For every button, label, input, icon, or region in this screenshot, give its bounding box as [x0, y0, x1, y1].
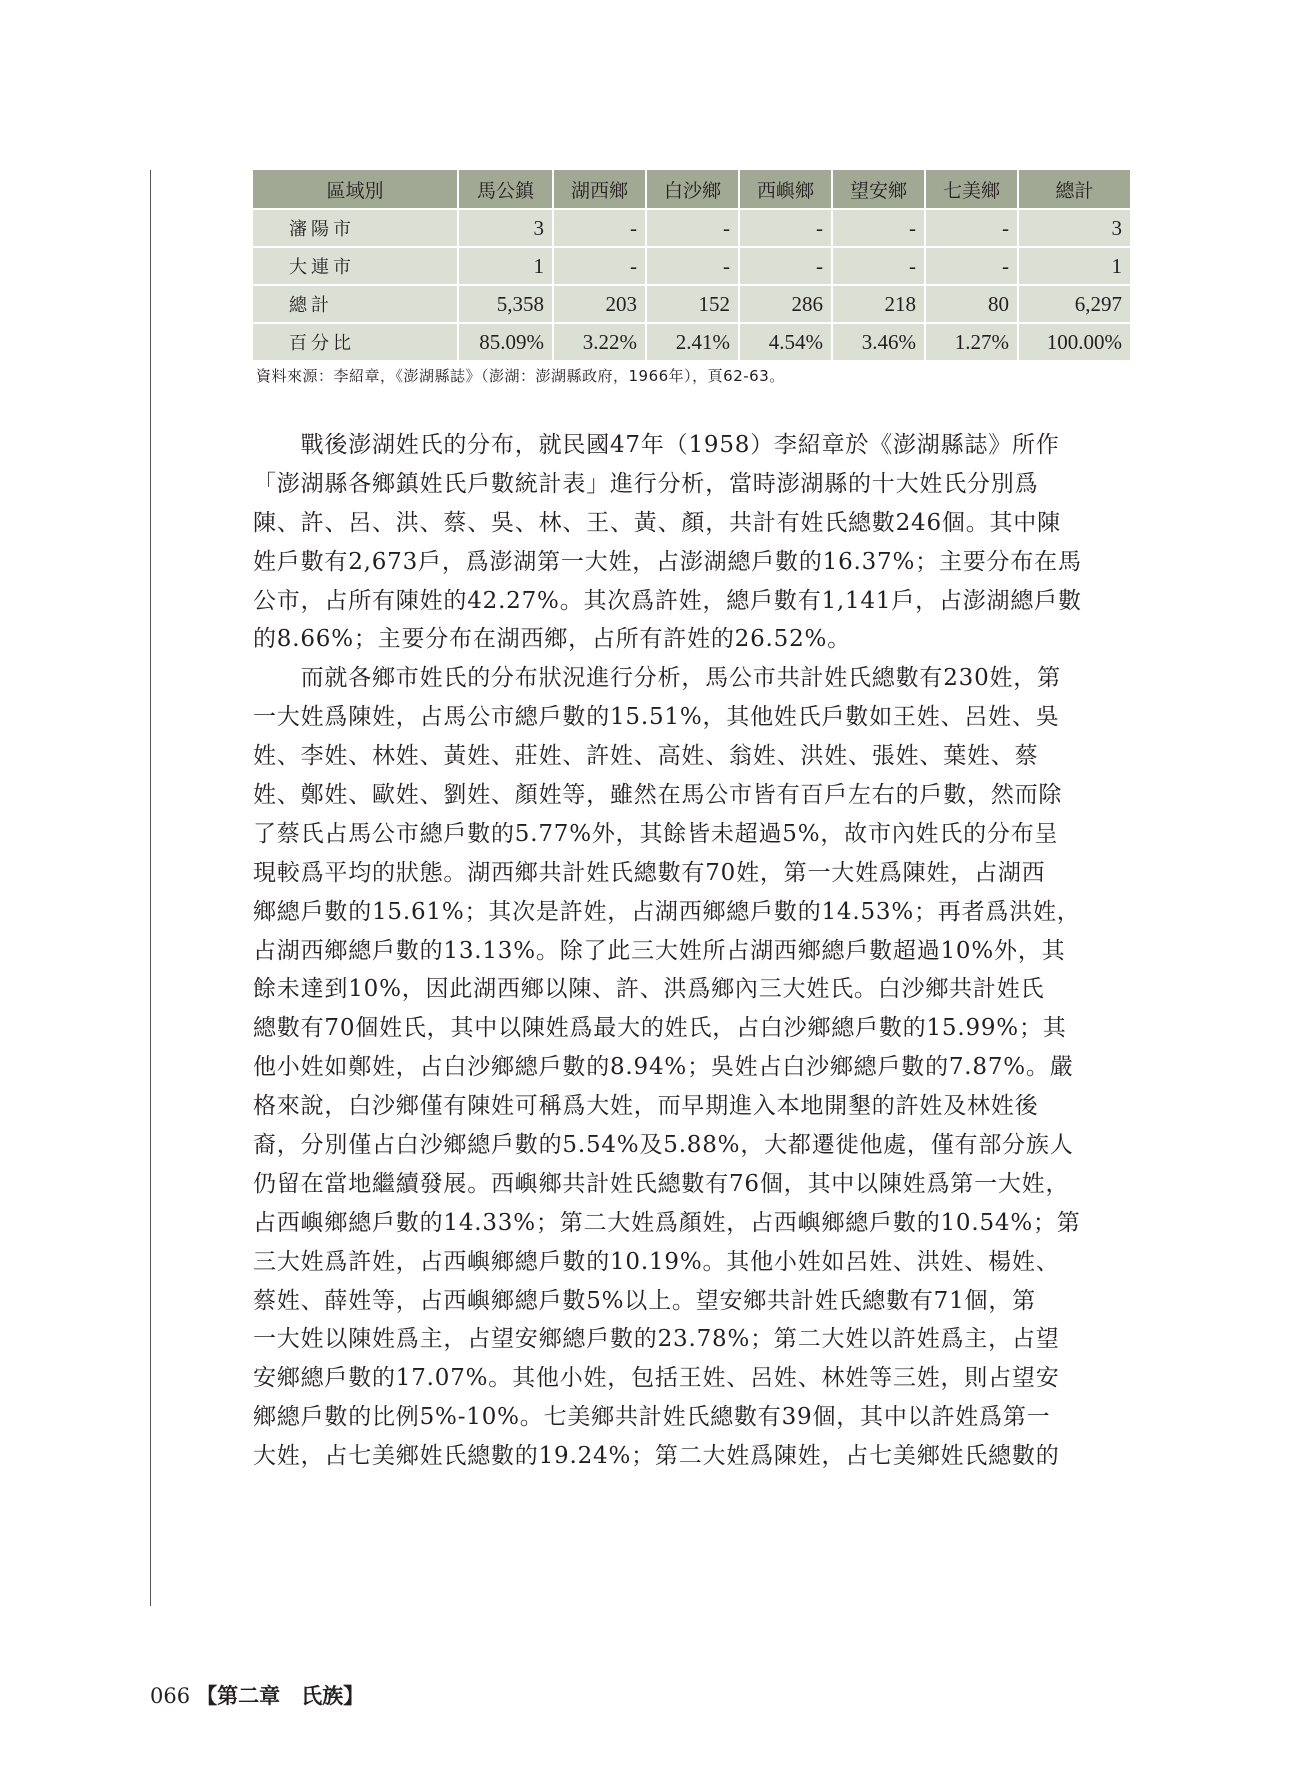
table-cell: 203	[553, 285, 646, 323]
table-cell: -	[832, 247, 925, 285]
text-line: 他小姓如鄭姓，占白沙鄉總戶數的8.94%；吳姓占白沙鄉總戶數的7.87%。嚴	[253, 1054, 1074, 1081]
row-label: 總計	[253, 285, 458, 323]
text-line: 大姓，占七美鄉姓氏總數的19.24%；第二大姓爲陳姓，占七美鄉姓氏總數的	[253, 1443, 1060, 1470]
page-footer	[150, 1680, 364, 1710]
table-header-row	[253, 170, 1130, 209]
column-header: 總計	[1018, 170, 1130, 209]
text-line: 了蔡氏占馬公市總戶數的5.77%外，其餘皆未超過5%，故市內姓氏的分布呈	[253, 820, 1059, 847]
table-cell: 2.41%	[646, 323, 739, 360]
column-header: 西嶼鄉	[739, 170, 832, 209]
table-cell: 6,297	[1018, 285, 1130, 323]
table-cell: -	[739, 247, 832, 285]
chapter-label: 【第二章 氏族】	[196, 1683, 365, 1708]
table-cell: -	[646, 247, 739, 285]
text-line: 三大姓爲許姓，占西嶼鄉總戶數的10.19%。其他小姓如呂姓、洪姓、楊姓、	[253, 1248, 1060, 1275]
table-cell: 1.27%	[925, 323, 1018, 360]
column-header: 望安鄉	[832, 170, 925, 209]
text-line: 而就各鄉市姓氏的分布狀況進行分析，馬公市共計姓氏總數有230姓，第	[253, 665, 1061, 692]
text-line: 姓戶數有2,673戶，爲澎湖第一大姓，占澎湖總戶數的16.37%；主要分布在馬	[253, 548, 1082, 575]
table-cell: 3.22%	[553, 323, 646, 360]
text-line: 餘未達到10%，因此湖西鄉以陳、許、洪爲鄉內三大姓氏。白沙鄉共計姓氏	[253, 976, 1045, 1003]
table-cell: 152	[646, 285, 739, 323]
table-cell: 3.46%	[832, 323, 925, 360]
body-text	[253, 426, 1133, 1476]
table-cell: -	[832, 209, 925, 247]
text-line: 一大姓以陳姓爲主，占望安鄉總戶數的23.78%；第二大姓以許姓爲主，占望	[253, 1326, 1060, 1353]
text-line: 戰後澎湖姓氏的分布，就民國47年（1958）李紹章於《澎湖縣誌》所作	[253, 432, 1060, 458]
text-line: 姓、李姓、林姓、黃姓、莊姓、許姓、高姓、翁姓、洪姓、張姓、葉姓、蔡	[253, 743, 1039, 770]
column-header: 七美鄉	[925, 170, 1018, 209]
table-cell: 100.00%	[1018, 323, 1130, 360]
table-row	[253, 323, 1130, 360]
text-line: 鄉總戶數的比例5%-10%。七美鄉共計姓氏總數有39個，其中以許姓爲第一	[253, 1404, 1051, 1431]
text-line: 現較爲平均的狀態。湖西鄉共計姓氏總數有70姓，第一大姓爲陳姓，占湖西	[253, 859, 1046, 886]
table-source-note: 資料來源：李紹章，《澎湖縣誌》（澎湖：澎湖縣政府，1966年），頁62-63。	[256, 367, 785, 385]
table-row	[253, 285, 1130, 323]
table-cell: 85.09%	[458, 323, 553, 360]
text-line: 裔，分別僅占白沙鄉總戶數的5.54%及5.88%，大都遷徙他處，僅有部分族人	[253, 1132, 1074, 1159]
table-cell: 5,358	[458, 285, 553, 323]
table-cell: 4.54%	[739, 323, 832, 360]
text-line: 安鄉總戶數的17.07%。其他小姓，包括王姓、呂姓、林姓等三姓，則占望安	[253, 1365, 1060, 1392]
text-line: 蔡姓、薛姓等，占西嶼鄉總戶數5%以上。望安鄉共計姓氏總數有71個，第	[253, 1287, 1036, 1314]
text-line: 占湖西鄉總戶數的13.13%。除了此三大姓所占湖西鄉總戶數超過10%外，其	[253, 937, 1066, 964]
statistics-table	[253, 170, 1130, 360]
row-label: 瀋陽市	[253, 209, 458, 247]
table-cell: 3	[1018, 209, 1130, 247]
table-row	[253, 209, 1130, 247]
table-cell: 218	[832, 285, 925, 323]
column-header: 白沙鄉	[646, 170, 739, 209]
text-line: 姓、鄭姓、歐姓、劉姓、顏姓等，雖然在馬公市皆有百戶左右的戶數，然而除	[253, 782, 1063, 809]
table-cell: -	[925, 209, 1018, 247]
text-line: 總數有70個姓氏，其中以陳姓爲最大的姓氏，占白沙鄉總戶數的15.99%；其	[253, 1015, 1067, 1042]
column-header: 區域別	[253, 170, 458, 209]
table-cell: -	[925, 247, 1018, 285]
text-line: 一大姓爲陳姓，占馬公市總戶數的15.51%，其他姓氏戶數如王姓、呂姓、吳	[253, 704, 1060, 731]
table-cell: -	[739, 209, 832, 247]
text-line: 陳、許、呂、洪、蔡、吳、林、王、黃、顏，共計有姓氏總數246個。其中陳	[253, 509, 1061, 536]
table-cell: 3	[458, 209, 553, 247]
margin-rule	[150, 170, 151, 1606]
row-label: 百分比	[253, 323, 458, 360]
text-line: 鄉總戶數的15.61%；其次是許姓，占湖西鄉總戶數的14.53%；再者爲洪姓，	[253, 898, 1081, 925]
column-header: 湖西鄉	[553, 170, 646, 209]
text-line: 仍留在當地繼續發展。西嶼鄉共計姓氏總數有76個，其中以陳姓爲第一大姓，	[253, 1170, 1070, 1197]
table-cell: -	[553, 209, 646, 247]
text-line: 格來說，白沙鄉僅有陳姓可稱爲大姓，而早期進入本地開墾的許姓及林姓後	[253, 1093, 1039, 1120]
table-cell: 80	[925, 285, 1018, 323]
table-cell: -	[553, 247, 646, 285]
table-cell: 1	[458, 247, 553, 285]
text-line: 「澎湖縣各鄉鎮姓氏戶數統計表」進行分析，當時澎湖縣的十大姓氏分別爲	[253, 470, 1039, 497]
text-line: 公市，占所有陳姓的42.27%。其次爲許姓，總戶數有1,141戶，占澎湖總戶數	[253, 587, 1082, 614]
column-header: 馬公鎮	[458, 170, 553, 209]
row-label: 大連市	[253, 247, 458, 285]
text-line: 占西嶼鄉總戶數的14.33%；第二大姓爲顏姓，占西嶼鄉總戶數的10.54%；第	[253, 1209, 1081, 1236]
table-row	[253, 247, 1130, 285]
table-cell: -	[646, 209, 739, 247]
text-line: 的8.66%；主要分布在湖西鄉，占所有許姓的26.52%。	[253, 626, 851, 653]
page-number: 066	[150, 1684, 191, 1708]
table-cell: 286	[739, 285, 832, 323]
table-cell: 1	[1018, 247, 1130, 285]
